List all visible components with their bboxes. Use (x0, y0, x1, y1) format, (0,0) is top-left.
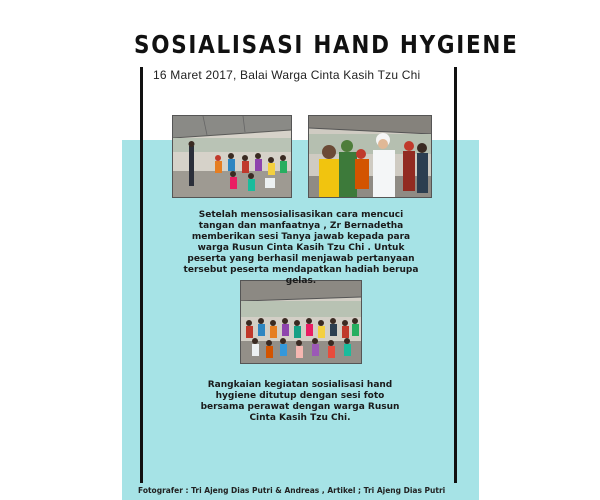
event-date-location: 16 Maret 2017, Balai Warga Cinta Kasih Tzu Chi (153, 68, 421, 82)
photo-group-audience (240, 280, 362, 364)
photo-children-with-nurse (308, 115, 432, 198)
frame-left-line (140, 67, 143, 483)
photo-classroom-group (172, 115, 292, 198)
frame-right-line (454, 67, 457, 483)
paragraph-closing: Rangkaian kegiatan sosialisasi hand hygiene ditutup dengan sesi foto bersama perawat dengan warga Rusun Cinta Kasih Tzu Chi. (200, 380, 400, 423)
photo-article-credit: Fotografer : Tri Ajeng Dias Putri & Andreas , Artikel ; Tri Ajeng Dias Putri (138, 486, 446, 495)
paragraph-qa-session: Setelah mensosialisasikan cara mencuci tangan dan manfaatnya , Zr Bernadetha memberikan sesi Tanya jawab kepada para warga Rusun Cinta Kasih Tzu Chi . Untuk peserta yang berhasil menjawab pertanyaan tersebut peserta mendapatkan hadiah berupa gelas. (183, 210, 419, 286)
page-title: SOSIALISASI HAND HYGIENE (134, 30, 519, 59)
